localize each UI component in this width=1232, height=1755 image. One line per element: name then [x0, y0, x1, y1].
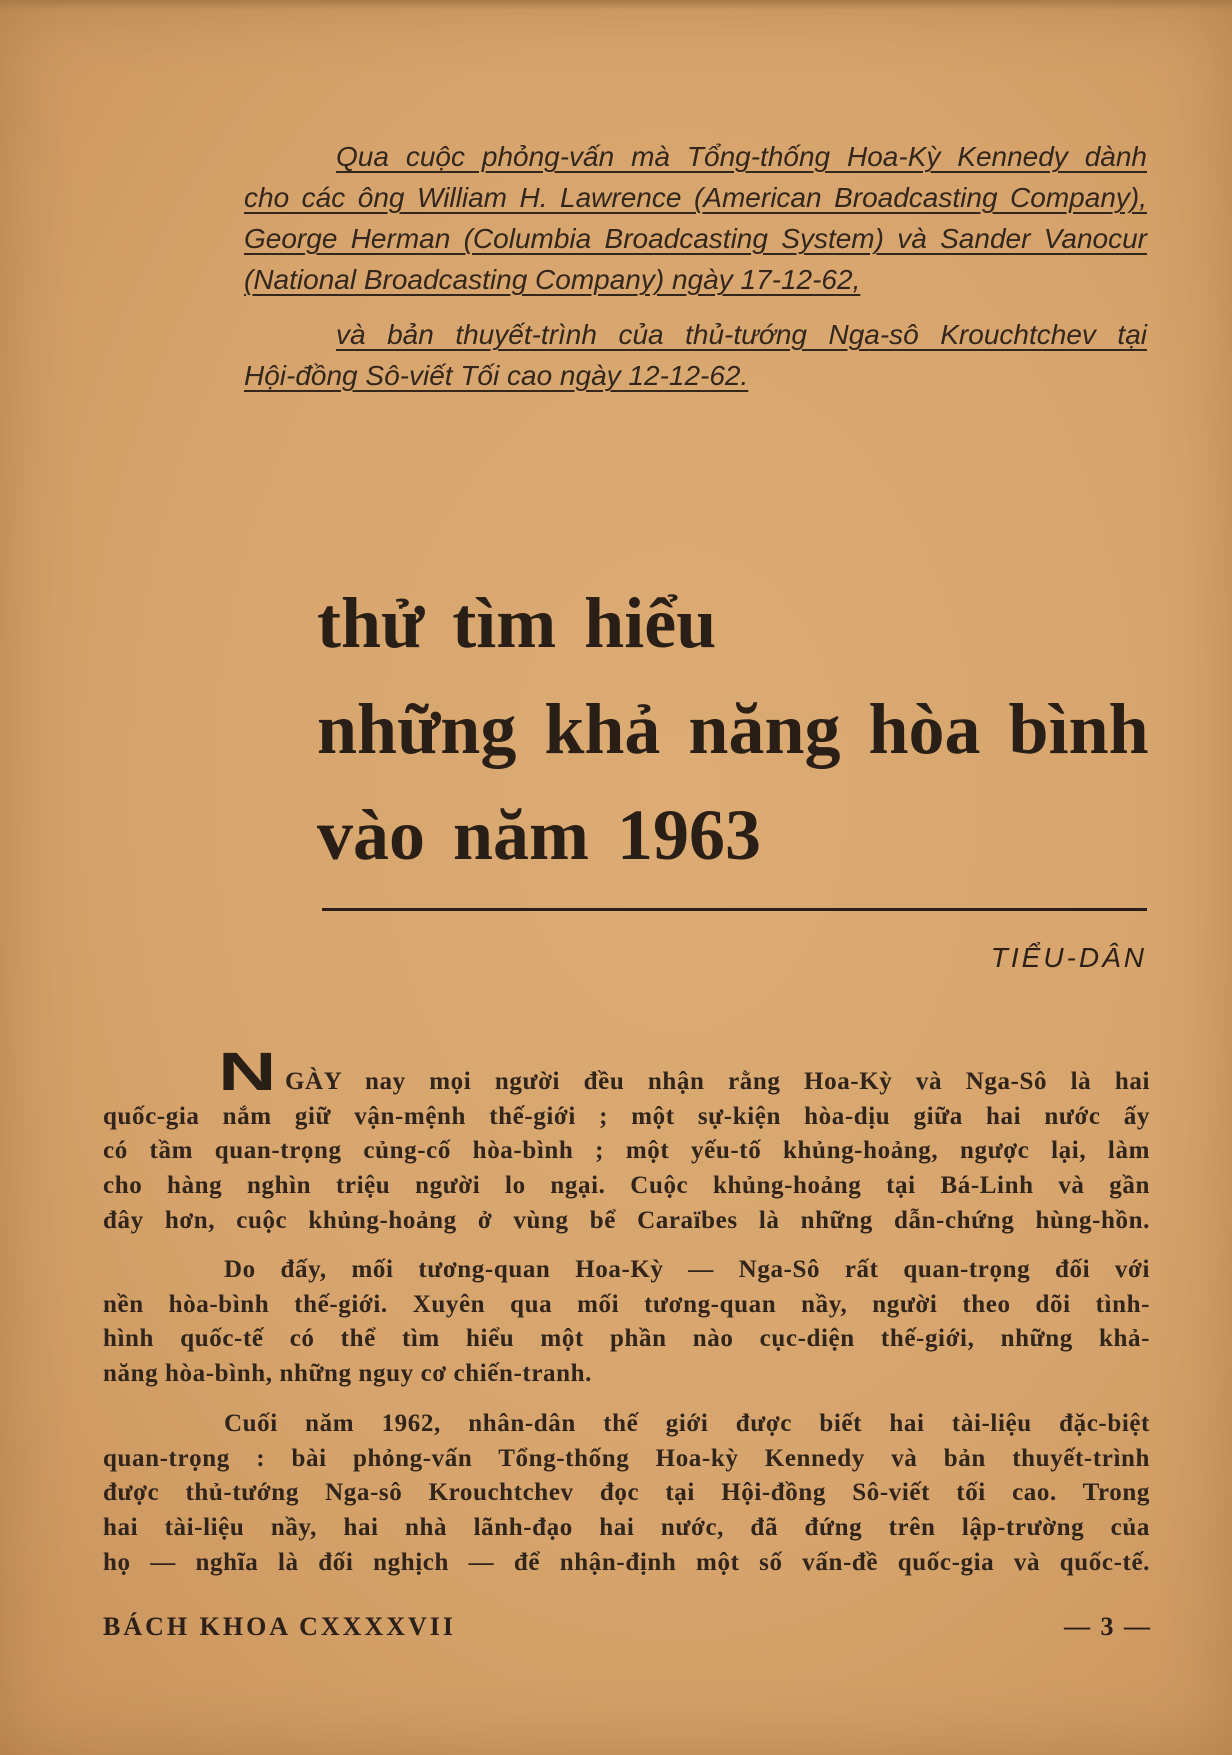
title-line: vào năm 1963: [317, 795, 762, 875]
body-line: đây hơn, cuộc khủng-hoảng ở vùng bể Caraïbes là những dẫn-chứng hùng-hồn.: [103, 1206, 1150, 1234]
author-byline: TIỂU-DÂN: [990, 942, 1147, 973]
body-line-text: GÀY nay mọi người đều nhận rằng Hoa-Kỳ và Nga-Sô là hai: [285, 1068, 1150, 1095]
body-paragraph: [103, 1042, 1150, 1239]
body-line: Cuối năm 1962, nhân-dân thế giới được biết hai tài-liệu đặc-biệt: [224, 1410, 1150, 1437]
body-line: năng hòa-bình, những nguy cơ chiến-tranh.: [103, 1360, 593, 1388]
drop-cap: N: [218, 1042, 277, 1102]
intro-line: Qua cuộc phỏng-vấn mà Tổng-thống Hoa-Kỳ Kennedy dành: [336, 141, 1147, 172]
intro-line: cho các ông William H. Lawrence (American Broadcasting Company),: [244, 182, 1147, 213]
body-line: [103, 1042, 1150, 1102]
intro-line: George Herman (Columbia Broadcasting System) và Sander Vanocur: [244, 223, 1147, 254]
body-line: Do đấy, mối tương-quan Hoa-Kỳ — Nga-Sô rất quan-trọng đối với: [224, 1256, 1150, 1283]
body-line: họ — nghĩa là đối nghịch — để nhận-định một số vấn-đề quốc-gia và quốc-tế.: [103, 1548, 1150, 1576]
title-divider: [322, 908, 1147, 911]
body-line: cho hàng nghìn triệu người lo ngại. Cuộc khủng-hoảng tại Bá-Linh và gần: [103, 1172, 1150, 1200]
body-line: nền hòa-bình thế-giới. Xuyên qua mối tương-quan nầy, người theo dõi tình-: [103, 1290, 1150, 1318]
body-line: quốc-gia nắm giữ vận-mệnh thế-giới ; một sự-kiện hòa-dịu giữa hai nước ấy: [103, 1102, 1150, 1130]
title-line: thử tìm hiểu: [317, 583, 717, 663]
page-number: — 3 —: [1064, 1612, 1150, 1641]
publication-name: BÁCH KHOA CXXXXVII: [103, 1612, 457, 1641]
article-title: [317, 570, 1149, 888]
body-paragraph: [103, 1253, 1150, 1392]
title-line: những khả năng hòa bình: [317, 689, 1149, 769]
intro-paragraph: [244, 314, 1147, 396]
intro-paragraph: [244, 136, 1147, 300]
intro-line: (National Broadcasting Company) ngày 17-12-62,: [244, 264, 861, 295]
intro-line: Hội-đồng Sô-viết Tối cao ngày 12-12-62.: [244, 360, 749, 391]
page-footer: [103, 1612, 1150, 1642]
body-line: được thủ-tướng Nga-sô Krouchtchev đọc tại Hội-đồng Sô-viết tối cao. Trong: [103, 1479, 1150, 1507]
body-line: có tầm quan-trọng củng-cố hòa-bình ; một yếu-tố khủng-hoảng, ngược lại, làm: [103, 1137, 1150, 1165]
intro-line: và bản thuyết-trình của thủ-tướng Nga-sô Krouchtchev tại: [336, 319, 1147, 350]
body-line: hình quốc-tế có thể tìm hiểu một phần nào cục-diện thế-giới, những khả-: [103, 1325, 1150, 1353]
body-line: hai tài-liệu nầy, hai nhà lãnh-đạo hai nước, đã đứng trên lập-trường của: [103, 1514, 1150, 1542]
body-paragraph: [103, 1407, 1150, 1581]
body-line: quan-trọng : bài phỏng-vấn Tổng-thống Hoa-kỳ Kennedy và bản thuyết-trình: [103, 1444, 1150, 1472]
